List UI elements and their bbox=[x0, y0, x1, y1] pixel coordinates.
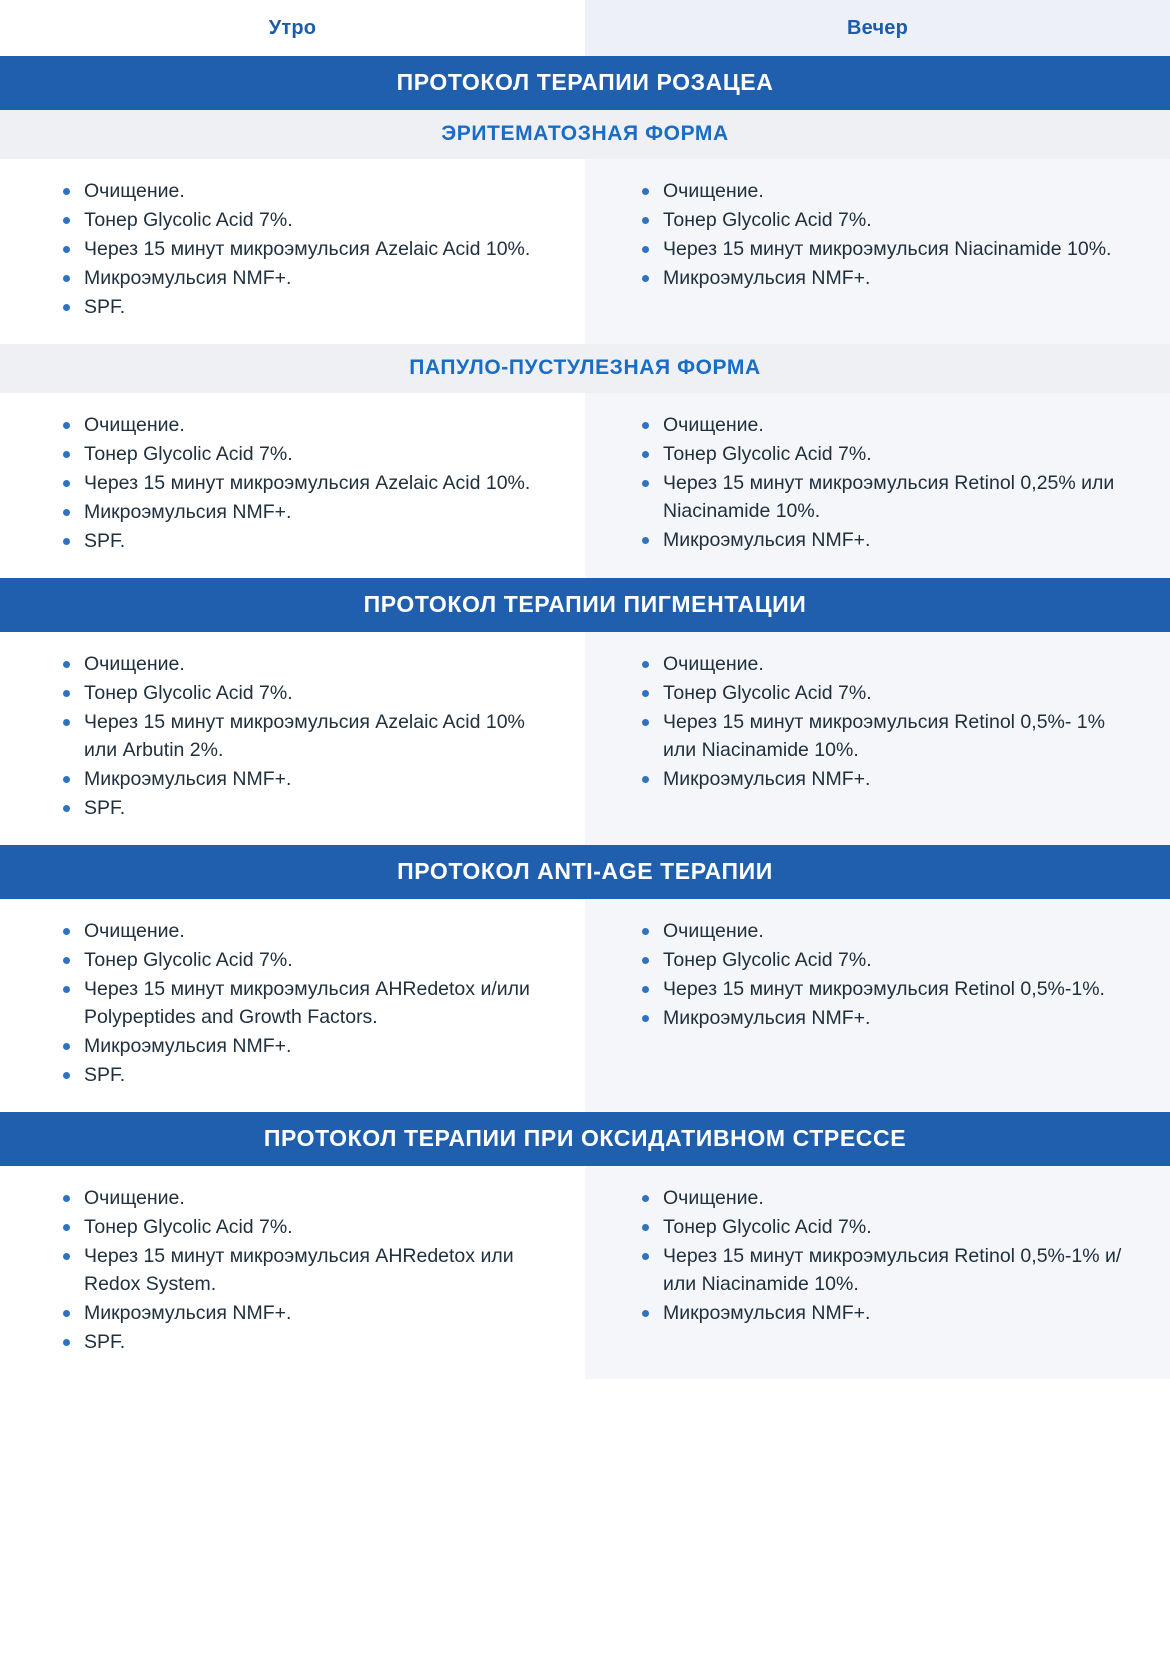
list-item: Микроэмульсия NMF+. bbox=[62, 264, 551, 292]
list-item: Микроэмульсия NMF+. bbox=[641, 526, 1136, 554]
morning-steps-column bbox=[0, 159, 585, 344]
column-header-evening: Вечер bbox=[585, 0, 1170, 56]
list-item: Тонер Glycolic Acid 7%. bbox=[641, 679, 1136, 707]
sections-container bbox=[0, 56, 1170, 1379]
steps-list bbox=[641, 177, 1136, 292]
steps-list bbox=[62, 917, 551, 1089]
list-item: Микроэмульсия NMF+. bbox=[641, 765, 1136, 793]
section-banner: ПРОТОКОЛ ANTI-AGE ТЕРАПИИ bbox=[0, 845, 1170, 899]
page-bottom-spacer bbox=[0, 1379, 1170, 1559]
list-item: Очищение. bbox=[641, 1184, 1136, 1212]
steps-list bbox=[62, 177, 551, 321]
list-item: Через 15 минут микроэмульсия Azelaic Acid 10%. bbox=[62, 469, 551, 497]
evening-steps-column bbox=[585, 159, 1170, 344]
list-item: SPF. bbox=[62, 794, 551, 822]
protocol-block bbox=[0, 1166, 1170, 1379]
list-item: Тонер Glycolic Acid 7%. bbox=[62, 1213, 551, 1241]
list-item: Через 15 минут микроэмульсия AHRedetox и/или Polypeptides and Growth Factors. bbox=[62, 975, 551, 1031]
protocol-block bbox=[0, 159, 1170, 344]
list-item: SPF. bbox=[62, 1061, 551, 1089]
list-item: Микроэмульсия NMF+. bbox=[62, 765, 551, 793]
list-item: Очищение. bbox=[641, 411, 1136, 439]
list-item: Микроэмульсия NMF+. bbox=[641, 1299, 1136, 1327]
steps-list bbox=[641, 650, 1136, 793]
subsection-banner: ЭРИТЕМАТОЗНАЯ ФОРМА bbox=[0, 110, 1170, 159]
list-item: Микроэмульсия NMF+. bbox=[62, 1299, 551, 1327]
list-item: SPF. bbox=[62, 1328, 551, 1356]
list-item: Тонер Glycolic Acid 7%. bbox=[641, 440, 1136, 468]
list-item: Тонер Glycolic Acid 7%. bbox=[62, 440, 551, 468]
list-item: Очищение. bbox=[62, 917, 551, 945]
steps-list bbox=[641, 411, 1136, 554]
steps-list bbox=[641, 1184, 1136, 1327]
list-item: Микроэмульсия NMF+. bbox=[62, 498, 551, 526]
evening-steps-column bbox=[585, 1166, 1170, 1379]
list-item: Очищение. bbox=[62, 1184, 551, 1212]
morning-steps-column bbox=[0, 393, 585, 578]
list-item: Тонер Glycolic Acid 7%. bbox=[62, 679, 551, 707]
subsection-banner: ПАПУЛО-ПУСТУЛЕЗНАЯ ФОРМА bbox=[0, 344, 1170, 393]
steps-list bbox=[62, 650, 551, 822]
column-header-morning: Утро bbox=[0, 0, 585, 56]
evening-steps-column bbox=[585, 393, 1170, 578]
list-item: Через 15 минут микроэмульсия Retinol 0,25% или Niacinamide 10%. bbox=[641, 469, 1136, 525]
morning-steps-column bbox=[0, 1166, 585, 1379]
section-banner: ПРОТОКОЛ ТЕРАПИИ ПИГМЕНТАЦИИ bbox=[0, 578, 1170, 632]
list-item: Через 15 минут микроэмульсия AHRedetox или Redox System. bbox=[62, 1242, 551, 1298]
column-header-row bbox=[0, 0, 1170, 56]
list-item: Тонер Glycolic Acid 7%. bbox=[641, 1213, 1136, 1241]
steps-list bbox=[62, 411, 551, 555]
list-item: Через 15 минут микроэмульсия Retinol 0,5%-1%. bbox=[641, 975, 1136, 1003]
list-item: Через 15 минут микроэмульсия Retinol 0,5%-1% и/или Niacinamide 10%. bbox=[641, 1242, 1136, 1298]
list-item: Микроэмульсия NMF+. bbox=[641, 1004, 1136, 1032]
section-banner: ПРОТОКОЛ ТЕРАПИИ РОЗАЦЕА bbox=[0, 56, 1170, 110]
morning-steps-column bbox=[0, 899, 585, 1112]
list-item: Через 15 минут микроэмульсия Niacinamide 10%. bbox=[641, 235, 1136, 263]
list-item: Тонер Glycolic Acid 7%. bbox=[641, 206, 1136, 234]
list-item: Очищение. bbox=[62, 650, 551, 678]
list-item: Микроэмульсия NMF+. bbox=[641, 264, 1136, 292]
list-item: Микроэмульсия NMF+. bbox=[62, 1032, 551, 1060]
list-item: Очищение. bbox=[62, 411, 551, 439]
protocol-block bbox=[0, 632, 1170, 845]
steps-list bbox=[62, 1184, 551, 1356]
protocol-block bbox=[0, 899, 1170, 1112]
section-banner: ПРОТОКОЛ ТЕРАПИИ ПРИ ОКСИДАТИВНОМ СТРЕССЕ bbox=[0, 1112, 1170, 1166]
morning-steps-column bbox=[0, 632, 585, 845]
list-item: Очищение. bbox=[641, 917, 1136, 945]
list-item: Очищение. bbox=[641, 177, 1136, 205]
list-item: Очищение. bbox=[641, 650, 1136, 678]
steps-list bbox=[641, 917, 1136, 1032]
list-item: SPF. bbox=[62, 293, 551, 321]
list-item: Через 15 минут микроэмульсия Azelaic Acid 10% или Arbutin 2%. bbox=[62, 708, 551, 764]
list-item: Тонер Glycolic Acid 7%. bbox=[62, 946, 551, 974]
list-item: Тонер Glycolic Acid 7%. bbox=[641, 946, 1136, 974]
list-item: Через 15 минут микроэмульсия Retinol 0,5%- 1% или Niacinamide 10%. bbox=[641, 708, 1136, 764]
list-item: Через 15 минут микроэмульсия Azelaic Acid 10%. bbox=[62, 235, 551, 263]
list-item: SPF. bbox=[62, 527, 551, 555]
protocol-block bbox=[0, 393, 1170, 578]
list-item: Тонер Glycolic Acid 7%. bbox=[62, 206, 551, 234]
evening-steps-column bbox=[585, 632, 1170, 845]
list-item: Очищение. bbox=[62, 177, 551, 205]
evening-steps-column bbox=[585, 899, 1170, 1112]
